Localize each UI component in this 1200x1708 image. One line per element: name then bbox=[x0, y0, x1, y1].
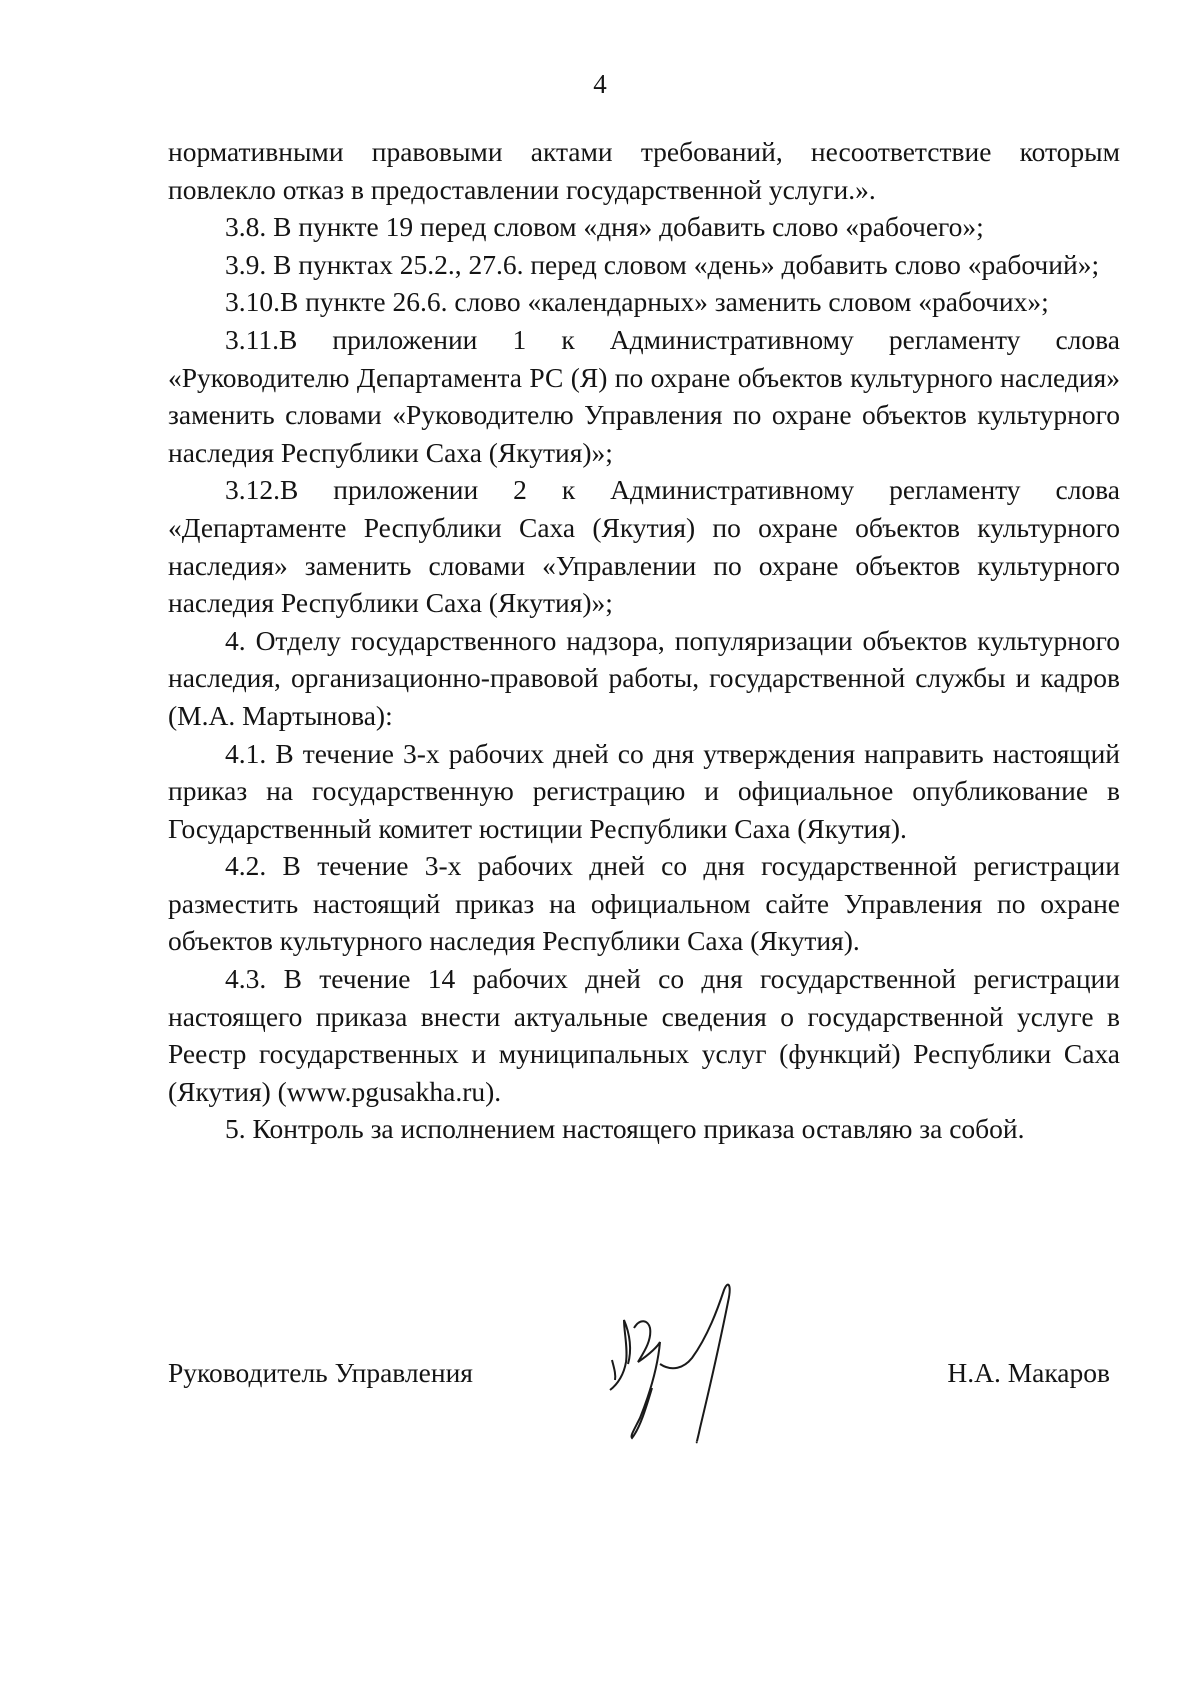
paragraph-continuation: нормативными правовыми актами требований, несоответствие которым повлекло отказ в предоставлении государственной услуги.». bbox=[168, 136, 1120, 205]
signatory-position: Руководитель Управления bbox=[168, 1357, 473, 1388]
paragraph-3-10: 3.10.В пункте 26.6. слово «календарных» заменить словом «рабочих»; bbox=[225, 286, 1049, 318]
paragraph-4-2: 4.2. В течение 3-х рабочих дней со дня государственной регистрации разместить настоящий приказ на официальном сайте Управления по охране объектов культурного наследия Республики Саха (Якутия). bbox=[168, 850, 1120, 957]
paragraph-3-11: 3.11.В приложении 1 к Административному регламенту слова «Руководителю Департамента РС (Я) по охране объектов культурного наследия» заменить словами «Руководителю Управления по охране объектов культурного наследия Республики Саха (Якутия)»; bbox=[168, 323, 1120, 468]
paragraph-3-9: 3.9. В пунктах 25.2., 27.6. перед словом «день» добавить слово «рабочий»; bbox=[225, 248, 1100, 280]
paragraph-4-3: 4.3. В течение 14 рабочих дней со дня государственной регистрации настоящего приказа внести актуальные сведения о государственной услуге в Реестр государственных и муниципальных услуг (функций) Республики Саха (Якутия) (www.pgusakha.ru). bbox=[168, 963, 1120, 1107]
page-number: 4 bbox=[593, 69, 607, 99]
paragraph-5: 5. Контроль за исполнением настоящего приказа оставляю за собой. bbox=[225, 1113, 1025, 1145]
paragraph-3-12: 3.12.В приложении 2 к Административному регламенту слова «Департаменте Республики Саха (Якутия) по охране объектов культурного наследия» заменить словами «Управлении по охране объектов культурного наследия Республики Саха (Якутия)»; bbox=[168, 474, 1120, 619]
handwritten-signature bbox=[600, 1268, 780, 1468]
signatory-name: Н.А. Макаров bbox=[947, 1357, 1110, 1388]
paragraph-4: 4. Отделу государственного надзора, популяризации объектов культурного наследия, организационно-правовой работы, государственной службы и кадров (М.А. Мартынова): bbox=[168, 624, 1120, 731]
paragraph-4-1: 4.1. В течение 3-х рабочих дней со дня утверждения направить настоящий приказ на государственную регистрацию и официальное опубликование в Государственный комитет юстиции Республики Саха (Якутия). bbox=[168, 737, 1120, 844]
paragraph-3-8: 3.8. В пункте 19 перед словом «дня» добавить слово «рабочего»; bbox=[225, 211, 984, 243]
